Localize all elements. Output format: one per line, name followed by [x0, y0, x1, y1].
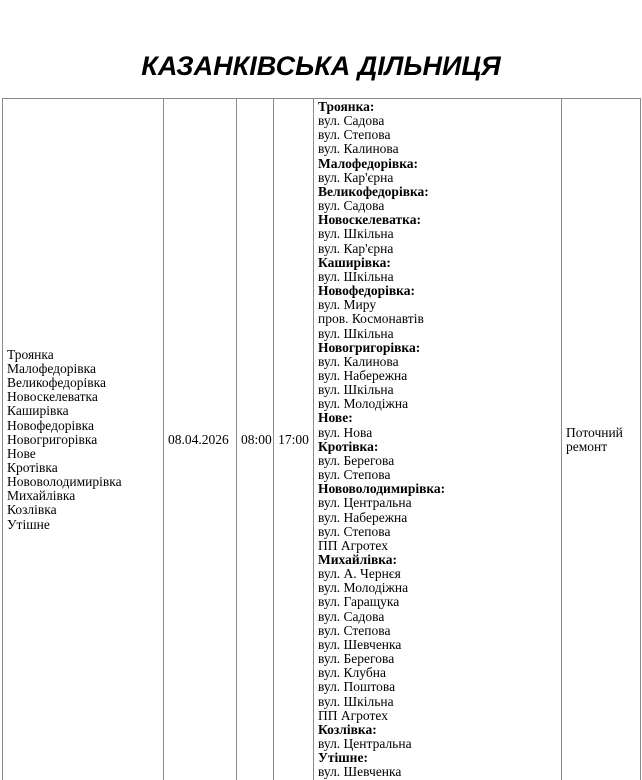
- street-group: [318, 440, 557, 482]
- settlement-name: Каширівка: [7, 403, 69, 419]
- street-list: [318, 426, 557, 440]
- time-end-cell: [274, 99, 314, 780]
- street-name: вул. Миру: [318, 297, 377, 313]
- street-name: вул. Степова: [318, 467, 391, 483]
- street-group-settlement: Новофедорівка:: [318, 283, 415, 299]
- street-group: [318, 284, 557, 341]
- street-name: вул. Гаращука: [318, 594, 400, 610]
- street-list: [318, 737, 557, 751]
- street-group: [318, 553, 557, 723]
- street-list: [318, 355, 557, 412]
- street-name: ПП Агротех: [318, 707, 388, 723]
- street-group: [318, 100, 557, 157]
- settlement-name: Козлівка: [7, 502, 57, 518]
- street-list: [318, 567, 557, 723]
- street-list: [318, 454, 557, 482]
- street-group: [318, 482, 557, 553]
- street-name: вул. Шкільна: [318, 693, 394, 709]
- settlements-cell: [3, 99, 164, 780]
- street-name: вул. Калинова: [318, 141, 399, 157]
- street-name: пров. Космонавтів: [318, 311, 424, 327]
- street-group: [318, 411, 557, 439]
- street-name: вул. Шкільна: [318, 226, 394, 242]
- street-group: [318, 256, 557, 284]
- work-type-cell: [562, 99, 641, 780]
- street-name: вул. Садова: [318, 608, 385, 624]
- street-name: вул. Набережна: [318, 509, 408, 525]
- work-type: Поточний ремонт: [566, 424, 623, 454]
- settlement-name: Великофедорівка: [7, 375, 106, 391]
- street-group: [318, 341, 557, 412]
- street-list: [318, 171, 557, 185]
- street-list: [318, 199, 557, 213]
- street-name: вул. Кар'єрна: [318, 240, 394, 256]
- street-name: вул. Степова: [318, 523, 391, 539]
- settlement-name: Троянка: [7, 346, 54, 362]
- street-group-settlement: Нововолодимирівка:: [318, 481, 446, 497]
- street-list: [318, 496, 557, 553]
- street-name: вул. Шкільна: [318, 382, 394, 398]
- street-group-settlement: Малофедорівка:: [318, 155, 419, 171]
- street-name: вул. Берегова: [318, 452, 395, 468]
- street-name: вул. Садова: [318, 113, 385, 129]
- street-name: вул. Шкільна: [318, 325, 394, 341]
- settlement-name: Михайлівка: [7, 488, 76, 504]
- street-group-list: [318, 100, 557, 780]
- street-name: вул. Степова: [318, 127, 391, 143]
- street-name: вул. Клубна: [318, 665, 386, 681]
- street-name: вул. Молодіжна: [318, 396, 409, 412]
- street-group-settlement: Каширівка:: [318, 254, 391, 270]
- street-name: вул. Поштова: [318, 679, 396, 695]
- outage-date: 08.04.2026: [168, 431, 229, 447]
- street-name: вул. Кар'єрна: [318, 169, 394, 185]
- settlement-name: Новофедорівка: [7, 417, 94, 433]
- street-group-settlement: Новоскелеватка:: [318, 212, 421, 228]
- outage-schedule-table: [2, 98, 641, 780]
- page-title: КАЗАНКІВСЬКА ДІЛЬНИЦЯ: [141, 51, 501, 81]
- street-list: [318, 270, 557, 284]
- street-group-settlement: Кротівка:: [318, 438, 379, 454]
- streets-cell: [314, 99, 562, 780]
- street-name: вул. Центральна: [318, 736, 412, 752]
- street-name: вул. Степова: [318, 622, 391, 638]
- time-start: 08:00: [241, 431, 272, 447]
- street-name: вул. Берегова: [318, 651, 395, 667]
- table-row: [3, 99, 641, 780]
- street-group-settlement: Великофедорівка:: [318, 183, 429, 199]
- street-name: вул. Шевченка: [318, 636, 402, 652]
- street-name: вул. Нова: [318, 424, 373, 440]
- street-name: вул. Шевченка: [318, 764, 402, 780]
- settlement-list: [7, 348, 159, 532]
- street-group: [318, 213, 557, 255]
- street-list: [318, 227, 557, 255]
- street-group-settlement: Новогригорівка:: [318, 339, 421, 355]
- time-end: 17:00: [278, 431, 309, 447]
- street-name: вул. Молодіжна: [318, 580, 409, 596]
- street-list: [318, 765, 557, 779]
- street-group: [318, 157, 557, 185]
- street-group-settlement: Нове:: [318, 410, 353, 426]
- street-group: [318, 185, 557, 213]
- settlement-name: Нововолодимирівка: [7, 474, 122, 490]
- settlement-name: Нове: [7, 445, 36, 461]
- street-name: ПП Агротех: [318, 537, 388, 553]
- street-name: вул. А. Чернєя: [318, 566, 401, 582]
- street-name: вул. Шкільна: [318, 268, 394, 284]
- settlement-name: Кротівка: [7, 459, 58, 475]
- street-name: вул. Центральна: [318, 495, 412, 511]
- street-list: [318, 298, 557, 340]
- date-cell: [164, 99, 237, 780]
- street-group-settlement: Утішне:: [318, 750, 368, 766]
- settlement-name: Новогригорівка: [7, 431, 98, 447]
- time-start-cell: [237, 99, 274, 780]
- street-group-settlement: Троянка:: [318, 99, 375, 114]
- street-name: вул. Набережна: [318, 367, 408, 383]
- settlement-name: Малофедорівка: [7, 360, 97, 376]
- street-group: [318, 751, 557, 779]
- street-group-settlement: Козлівка:: [318, 721, 377, 737]
- settlement-name: Новоскелеватка: [7, 389, 98, 405]
- street-group: [318, 723, 557, 751]
- street-name: вул. Калинова: [318, 353, 399, 369]
- settlement-name: Утішне: [7, 516, 50, 532]
- street-group-settlement: Михайлівка:: [318, 552, 398, 567]
- street-name: вул. Садова: [318, 198, 385, 214]
- street-list: [318, 114, 557, 156]
